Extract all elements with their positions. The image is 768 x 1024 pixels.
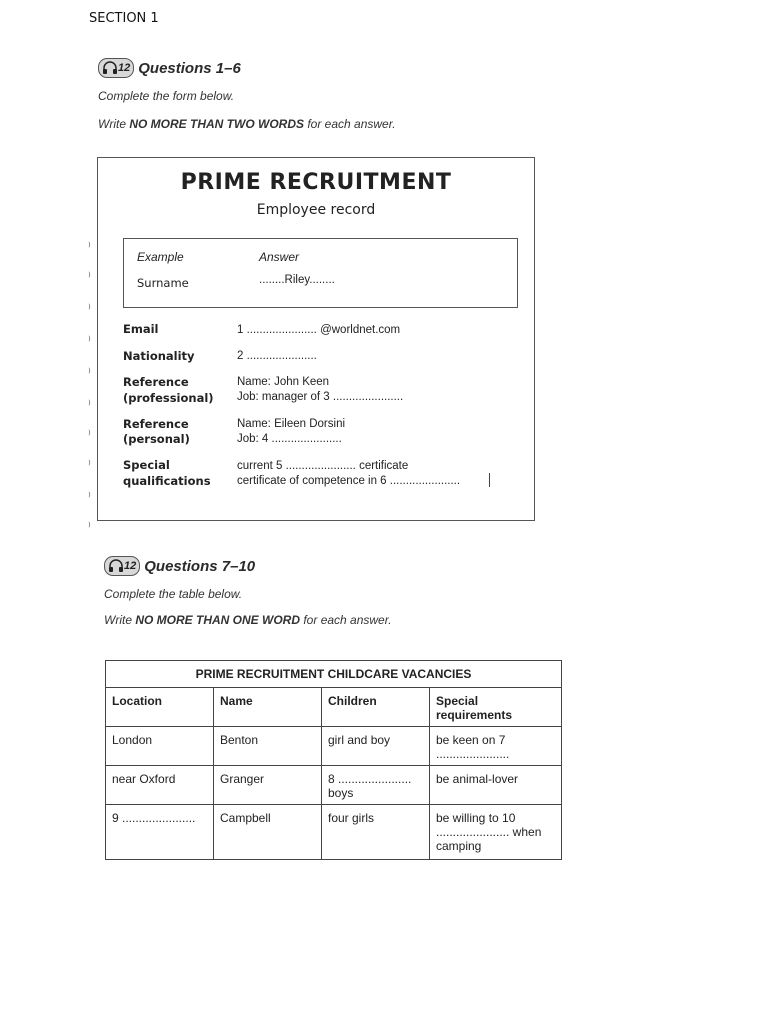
instruction-word-limit (104, 613, 392, 627)
reference-professional-name: Name: John Keen (237, 376, 330, 388)
audio-track-number: 12 (124, 560, 137, 572)
email-label: Email (123, 322, 159, 336)
special-qualifications-label-2: qualifications (123, 474, 211, 488)
childcare-vacancies-table (105, 660, 562, 860)
instruction-complete-table: Complete the table below. (104, 587, 243, 601)
header-name: Name (214, 688, 322, 727)
instruction-pre: Write (98, 117, 130, 131)
cell-location-answer-9[interactable]: 9 ...................... (106, 805, 214, 860)
margin-mark: ⁾ (88, 429, 91, 441)
cell-name: Campbell (214, 805, 322, 860)
cell-children: four girls (322, 805, 430, 860)
reference-professional-label: Reference (123, 375, 189, 389)
example-box (123, 238, 518, 308)
instruction-bold: NO MORE THAN TWO WORDS (129, 117, 304, 131)
margin-mark: ⁾ (88, 459, 91, 471)
instruction-word-limit (98, 117, 396, 131)
email-answer-field[interactable]: 1 ...................... @worldnet.com (237, 324, 401, 336)
questions-heading-text: Questions 7–10 (144, 557, 256, 575)
margin-mark: ⁾ (88, 491, 91, 503)
reference-personal-job-field[interactable]: Job: 4 ...................... (237, 433, 342, 445)
instruction-post: for each answer. (304, 117, 396, 131)
questions-heading-text: Questions 1–6 (138, 59, 241, 77)
reference-professional-label-2: (professional) (123, 391, 214, 405)
audio-track-badge (98, 58, 134, 78)
margin-mark: ⁾ (88, 303, 91, 315)
instruction-post: for each answer. (300, 613, 392, 627)
employee-record-form (97, 157, 535, 521)
questions-1-6-heading (98, 58, 241, 78)
special-qualification-competence-field[interactable]: certificate of competence in 6 ...................... (237, 475, 461, 487)
answer-label: Answer (259, 250, 300, 264)
margin-mark: ⁾ (88, 335, 91, 347)
table-row (106, 766, 562, 805)
reference-personal-label-2: (personal) (123, 432, 190, 446)
form-title: PRIME RECRUITMENT (180, 170, 452, 195)
surname-answer: ........Riley........ (259, 274, 335, 286)
cell-requirements: be animal-lover (430, 766, 562, 805)
table-row (106, 805, 562, 860)
reference-personal-label: Reference (123, 417, 189, 431)
section-label: SECTION 1 (89, 11, 159, 26)
cell-name: Granger (214, 766, 322, 805)
instruction-bold: NO MORE THAN ONE WORD (135, 613, 301, 627)
surname-label: Surname (137, 276, 189, 290)
margin-mark: ⁾ (88, 521, 91, 533)
header-location: Location (106, 688, 214, 727)
nationality-label: Nationality (123, 349, 195, 363)
margin-mark: ⁾ (88, 367, 91, 379)
headphones-icon (108, 559, 124, 573)
cell-name: Benton (214, 727, 322, 766)
reference-professional-job-field[interactable]: Job: manager of 3 ...................... (237, 391, 404, 403)
audio-track-number: 12 (118, 62, 131, 74)
margin-mark: ⁾ (88, 241, 91, 253)
margin-mark: ⁾ (88, 271, 91, 283)
table-title-row (106, 661, 562, 688)
header-children: Children (322, 688, 430, 727)
special-qualifications-label: Special (123, 458, 170, 472)
table-title: PRIME RECRUITMENT CHILDCARE VACANCIES (106, 661, 562, 688)
questions-7-10-heading (104, 556, 255, 576)
table-header-row (106, 688, 562, 727)
cell-location: near Oxford (106, 766, 214, 805)
example-label: Example (137, 250, 184, 264)
cell-requirements-answer-7[interactable]: be keen on 7 ...................... (430, 727, 562, 766)
cell-location: London (106, 727, 214, 766)
divider-mark (489, 473, 490, 487)
instruction-pre: Write (104, 613, 136, 627)
table-row (106, 727, 562, 766)
headphones-icon (102, 61, 118, 75)
form-subtitle: Employee record (256, 202, 376, 218)
cell-requirements-answer-10[interactable]: be willing to 10 ...................... when camping (430, 805, 562, 860)
audio-track-badge (104, 556, 140, 576)
instruction-complete-form: Complete the form below. (98, 89, 235, 103)
cell-children-answer-8[interactable]: 8 ...................... boys (322, 766, 430, 805)
cell-children: girl and boy (322, 727, 430, 766)
header-special-requirements: Special requirements (430, 688, 562, 727)
nationality-answer-field[interactable]: 2 ...................... (237, 350, 317, 362)
reference-personal-name: Name: Eileen Dorsini (237, 418, 346, 430)
special-qualification-current-field[interactable]: current 5 ...................... certificate (237, 460, 409, 472)
margin-mark: ⁾ (88, 399, 91, 411)
